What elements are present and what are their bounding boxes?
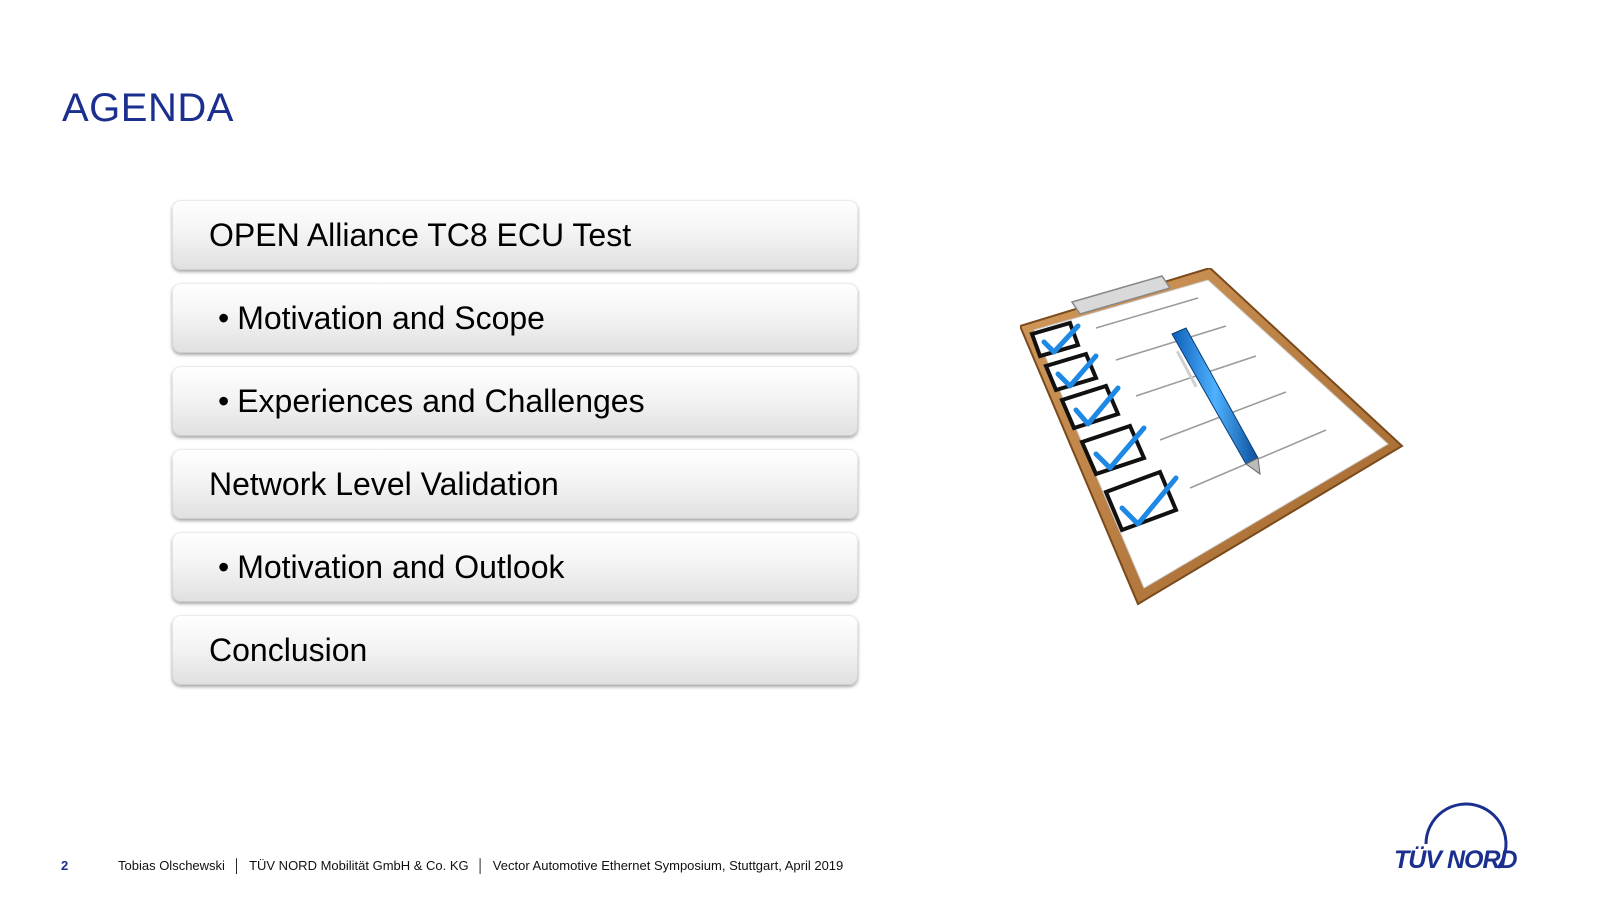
agenda-item-network-level-validation bbox=[172, 449, 858, 519]
slide-title: AGENDA bbox=[62, 86, 234, 130]
footer-event: Vector Automotive Ethernet Symposium, Stuttgart, April 2019 bbox=[492, 858, 844, 873]
agenda-item-label: Network Level Validation bbox=[209, 465, 559, 502]
footer-separator: │ bbox=[476, 858, 485, 873]
footer-info bbox=[118, 858, 843, 873]
logo-text: TÜV NORD bbox=[1394, 846, 1517, 874]
clipboard-checklist-icon bbox=[1020, 268, 1440, 618]
clipboard-board bbox=[1020, 268, 1402, 604]
agenda-subitem-motivation-scope bbox=[172, 283, 858, 353]
tuv-nord-logo bbox=[1390, 800, 1540, 880]
page-number: 2 bbox=[61, 858, 69, 873]
agenda-list bbox=[172, 200, 858, 698]
footer-company: TÜV NORD Mobilität GmbH & Co. KG bbox=[249, 858, 469, 873]
agenda-subitem-experiences-challenges bbox=[172, 366, 858, 436]
agenda-item-tc8-ecu-test bbox=[172, 200, 858, 270]
agenda-item-label: OPEN Alliance TC8 ECU Test bbox=[209, 216, 632, 253]
agenda-subitem-motivation-outlook bbox=[172, 532, 858, 602]
agenda-item-label: • Motivation and Outlook bbox=[172, 549, 565, 586]
agenda-item-label: Conclusion bbox=[209, 631, 368, 668]
agenda-item-label: • Motivation and Scope bbox=[172, 300, 545, 337]
agenda-item-label: • Experiences and Challenges bbox=[172, 383, 645, 420]
footer-author: Tobias Olschewski bbox=[118, 858, 225, 873]
footer-separator: │ bbox=[232, 858, 242, 873]
agenda-item-conclusion bbox=[172, 615, 858, 685]
